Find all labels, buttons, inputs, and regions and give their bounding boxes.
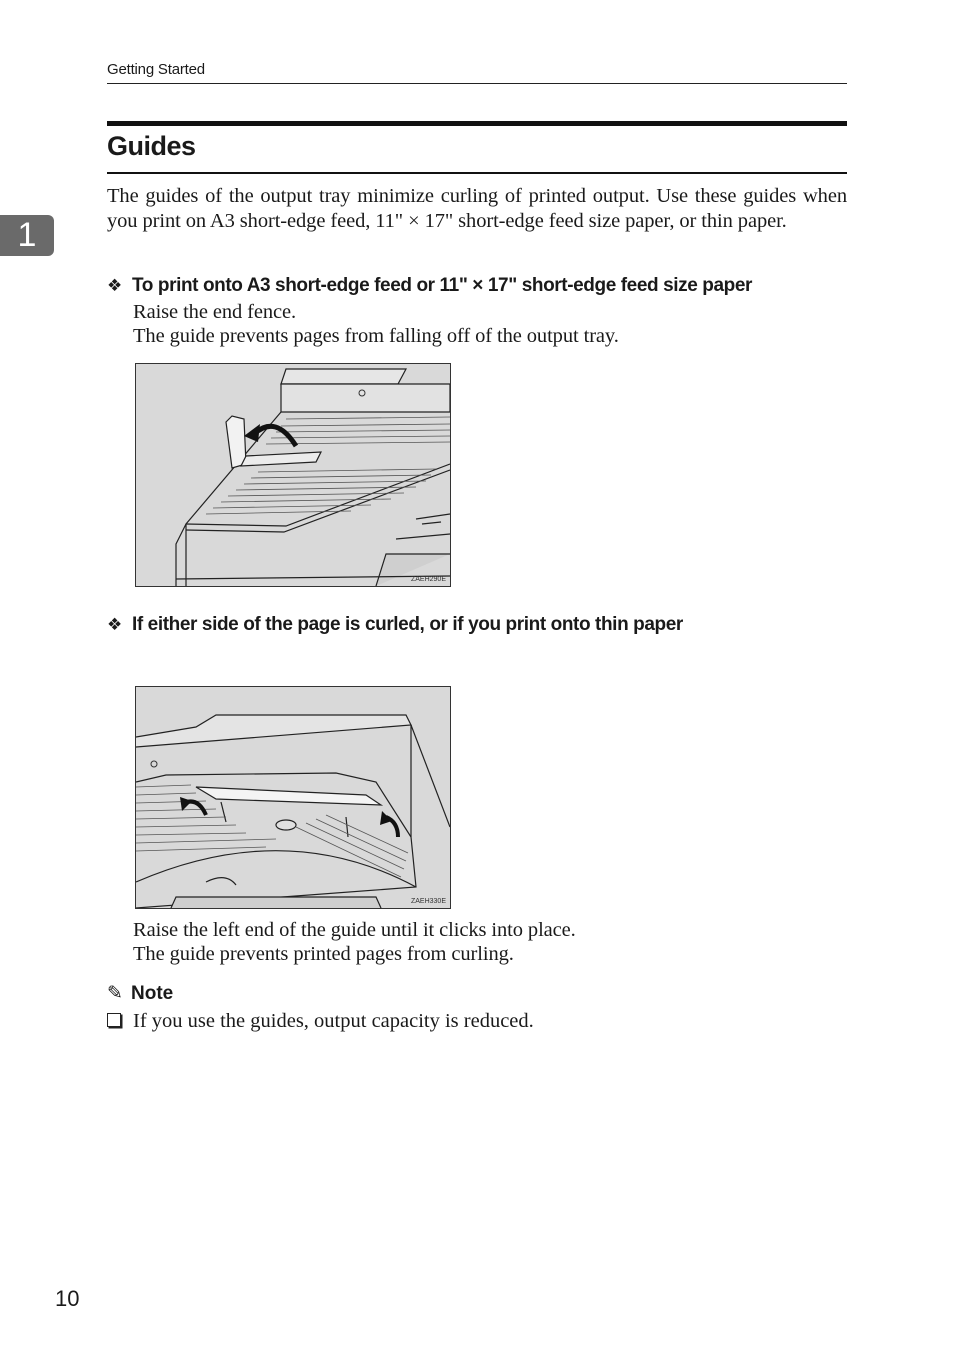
section-heading-curl — [107, 614, 683, 636]
figure-code: ZAEH330E — [410, 898, 446, 905]
header-rule — [107, 83, 847, 84]
end-fence-illustration — [135, 363, 451, 587]
diamond-bullet-icon: ❖ — [107, 276, 122, 295]
title-rule-top — [107, 121, 847, 126]
page-number: 10 — [55, 1286, 80, 1311]
end-fence-drawing — [136, 364, 450, 586]
note-label: Note — [131, 983, 174, 1004]
section-heading-a3-text: To print onto A3 short-edge feed or 11" × 17" short-edge feed size paper — [132, 275, 753, 296]
note-heading — [107, 982, 173, 1005]
step-line: The guide prevents pages from falling off of the output tray. — [133, 325, 619, 347]
chapter-tab: 1 — [0, 215, 54, 256]
step-line: Raise the left end of the guide until it clicks into place. — [133, 919, 576, 941]
step-line: The guide prevents printed pages from curling. — [133, 943, 514, 965]
title-rule-bottom — [107, 172, 847, 174]
page-title: Guides — [107, 131, 196, 161]
note-item-text: If you use the guides, output capacity is reduced. — [133, 1010, 534, 1032]
curl-guide-illustration — [135, 686, 451, 909]
section-heading-a3 — [107, 275, 752, 297]
diamond-bullet-icon: ❖ — [107, 615, 122, 634]
curl-guide-drawing — [136, 687, 450, 908]
figure-code: ZAEH290E — [410, 576, 446, 583]
checkbox-icon — [107, 1013, 121, 1027]
section-heading-curl-text: If either side of the page is curled, or if you print onto thin paper — [132, 614, 683, 635]
pencil-icon: ✎ — [107, 983, 123, 1004]
running-head: Getting Started — [107, 61, 205, 78]
step-line: Raise the end fence. — [133, 301, 297, 323]
intro-paragraph: The guides of the output tray minimize curling of printed output. Use these guides when you print on A3 short-edge feed, 11" × 17" short-edge feed size paper, or thin paper. — [107, 185, 847, 232]
note-item — [107, 1009, 534, 1033]
